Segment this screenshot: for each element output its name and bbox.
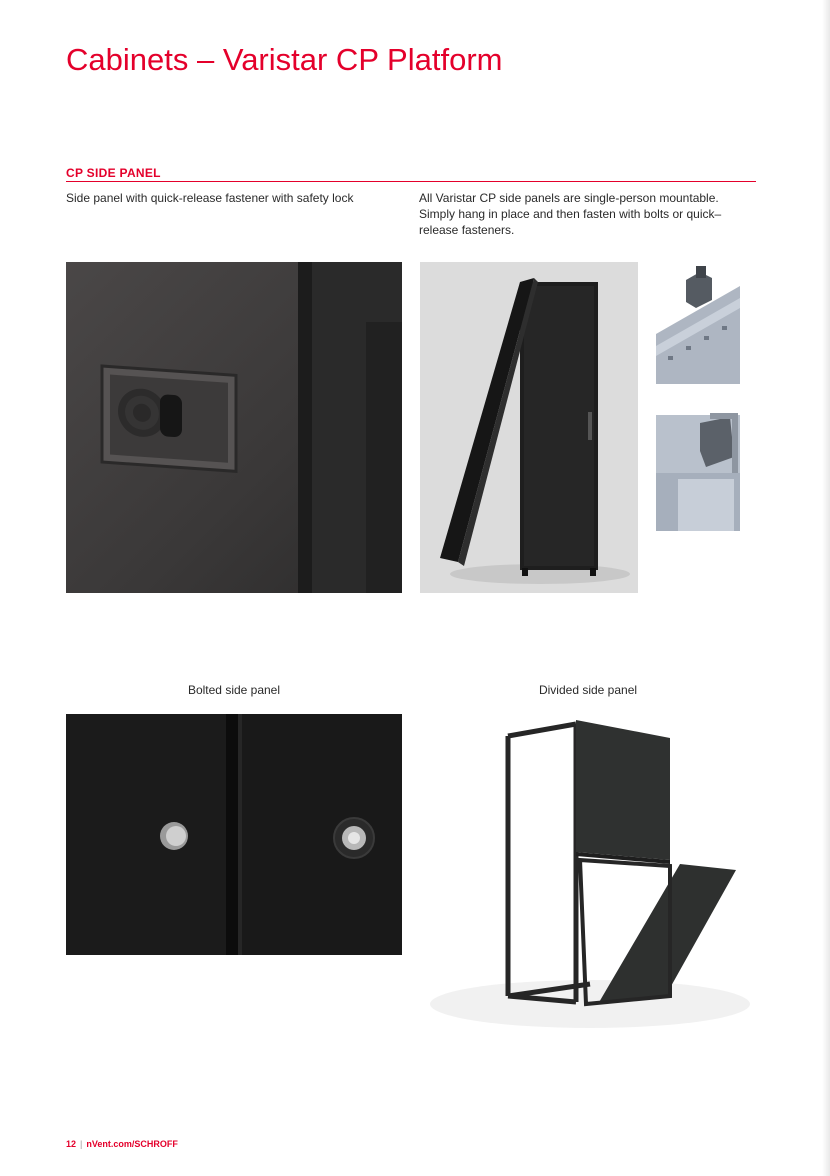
- section-heading: CP SIDE PANEL: [66, 166, 161, 180]
- footer: [66, 1139, 178, 1149]
- caption-quick-release: Side panel with quick-release fastener with safety lock: [66, 191, 354, 205]
- page-number: 12: [66, 1139, 77, 1149]
- bracket-detail-photo: [656, 411, 740, 531]
- caption-mounting: All Varistar CP side panels are single-person mountable. Simply hang in place and then fasten with bolts or quick–release fasteners.: [419, 191, 722, 237]
- caption-divided: Divided side panel: [538, 683, 638, 697]
- page-title: Cabinets – Varistar CP Platform: [66, 42, 503, 77]
- divided-side-panel-photo: [420, 714, 756, 1036]
- bolted-side-panel-photo: [66, 714, 402, 955]
- cabinet-side-panel-mounting-photo: [420, 262, 638, 593]
- quick-release-fastener-photo: [66, 262, 402, 593]
- section-divider: [66, 181, 756, 182]
- hook-detail-photo: [656, 262, 740, 384]
- footer-url[interactable]: nVent.com/SCHROFF: [86, 1139, 178, 1149]
- footer-separator: |: [80, 1139, 83, 1149]
- page-edge: [822, 0, 830, 1176]
- caption-bolted: Bolted side panel: [187, 683, 281, 697]
